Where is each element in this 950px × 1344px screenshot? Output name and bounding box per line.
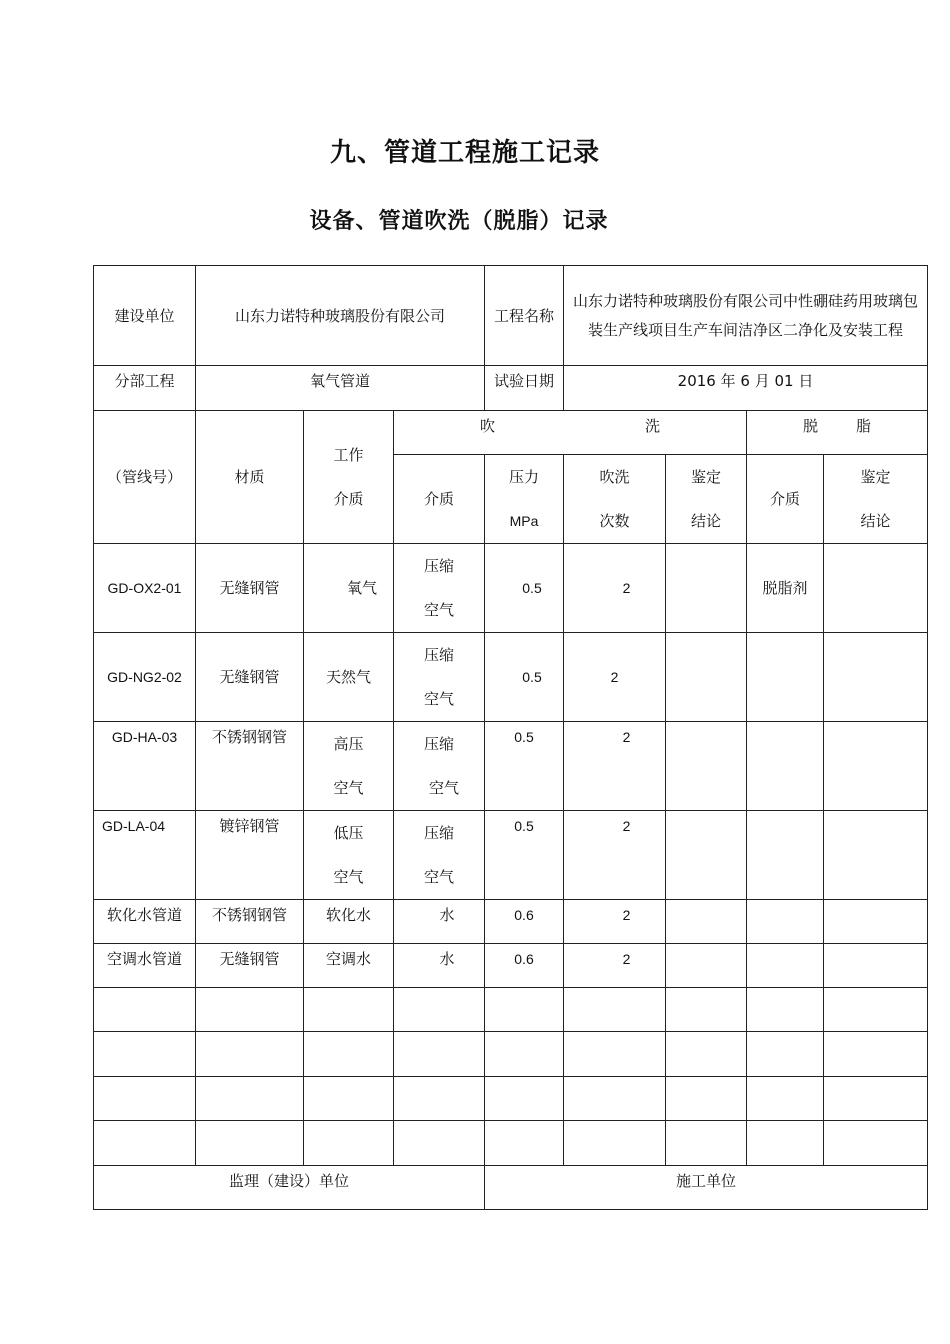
col-degrease-char2: 脂: [856, 417, 872, 435]
col-work-medium: [304, 411, 394, 544]
table-row: [94, 722, 928, 811]
medium-line2: 空气: [423, 868, 454, 886]
blow-count-cell: 2: [564, 722, 666, 811]
col-work-medium-line2: 介质: [333, 490, 364, 508]
empty-row: [94, 1032, 928, 1077]
degrease-medium-cell: [747, 944, 824, 988]
empty-row: [94, 988, 928, 1032]
material-cell: 无缝钢管: [196, 944, 304, 988]
page-title: 九、管道工程施工记录: [329, 138, 600, 168]
work-medium-line1: 低压: [333, 824, 364, 842]
work-medium-cell: [304, 811, 394, 900]
work-medium-cell: 空调水: [304, 944, 394, 988]
material-cell: 无缝钢管: [196, 633, 304, 722]
col-conclusion-line1: 鉴定: [690, 468, 721, 486]
record-table: [93, 265, 928, 1210]
medium-line2: 空气: [428, 779, 459, 797]
table-row: [94, 944, 928, 988]
conclusion-cell: [666, 544, 747, 633]
supervisor-unit-label: 监理（建设）单位: [94, 1166, 485, 1210]
blow-count-cell: 2: [564, 811, 666, 900]
degrease-conclusion-cell: [824, 944, 928, 988]
test-date-label: 试验日期: [485, 366, 564, 411]
column-header-row-1: [94, 411, 928, 455]
pipe-no-cell: GD-LA-04: [94, 811, 196, 900]
work-medium-line2: 空气: [333, 868, 364, 886]
degrease-conclusion-cell: [824, 633, 928, 722]
empty-row: [94, 1077, 928, 1121]
degrease-medium-cell: [747, 900, 824, 944]
material-cell: 不锈钢钢管: [196, 722, 304, 811]
col-degrease-char1: 脱: [802, 417, 818, 435]
col-pressure-line1: 压力: [508, 468, 539, 486]
conclusion-cell: [666, 900, 747, 944]
degrease-medium-cell: [747, 722, 824, 811]
conclusion-cell: [666, 811, 747, 900]
degrease-medium-cell: [747, 811, 824, 900]
work-medium-cell: 天然气: [304, 633, 394, 722]
degrease-conclusion-cell: [824, 900, 928, 944]
work-medium-cell: 氧气: [304, 544, 394, 633]
degrease-medium-cell: [747, 633, 824, 722]
conclusion-cell: [666, 722, 747, 811]
page-subtitle: 设备、管道吹洗（脱脂）记录: [309, 209, 609, 234]
signature-row: [94, 1166, 928, 1210]
conclusion-cell: [666, 633, 747, 722]
constructor-unit-label: 施工单位: [485, 1166, 928, 1210]
table-row: [94, 633, 928, 722]
col-conclusion-line2: 结论: [690, 512, 721, 530]
medium-line1: 压缩: [423, 824, 454, 842]
col-conclusion: [666, 455, 747, 544]
pressure-cell: 0.5: [485, 722, 564, 811]
table-row: [94, 544, 928, 633]
pressure-cell: 0.6: [485, 900, 564, 944]
col-blow-group: [394, 411, 747, 455]
header-row-unit: [94, 266, 928, 366]
blow-count-cell: 2: [564, 544, 666, 633]
work-medium-cell: [304, 722, 394, 811]
project-name-value: 山东力诺特种玻璃股份有限公司中性硼硅药用玻璃包装生产线项目生产车间洁净区二净化及安装工程: [564, 266, 928, 366]
degrease-conclusion-cell: [824, 722, 928, 811]
col-medium: 介质: [394, 455, 485, 544]
pipe-no-cell: 软化水管道: [94, 900, 196, 944]
header-row-subproject: [94, 366, 928, 411]
sub-project-label: 分部工程: [94, 366, 196, 411]
col-degrease-medium: 介质: [747, 455, 824, 544]
medium-line1: 压缩: [423, 646, 454, 664]
col-pipe-no: （管线号）: [94, 411, 196, 544]
col-blow-count: [564, 455, 666, 544]
col-material: 材质: [196, 411, 304, 544]
medium-cell: 水: [394, 900, 485, 944]
medium-cell: [394, 811, 485, 900]
material-cell: 镀锌钢管: [196, 811, 304, 900]
medium-line2: 空气: [423, 690, 454, 708]
table-row: [94, 811, 928, 900]
blow-count-cell: 2: [564, 944, 666, 988]
build-unit-value: 山东力诺特种玻璃股份有限公司: [196, 266, 485, 366]
col-degrease-conclusion-line1: 鉴定: [860, 468, 891, 486]
col-blow-count-line2: 次数: [599, 512, 630, 530]
test-date-value: 2016 年 6 月 01 日: [564, 366, 928, 411]
work-medium-cell: 软化水: [304, 900, 394, 944]
pressure-cell: 0.5: [485, 544, 564, 633]
conclusion-cell: [666, 944, 747, 988]
material-cell: 不锈钢钢管: [196, 900, 304, 944]
medium-cell: [394, 722, 485, 811]
medium-line2: 空气: [423, 601, 454, 619]
material-cell: 无缝钢管: [196, 544, 304, 633]
medium-cell: [394, 544, 485, 633]
work-medium-line1: 高压: [333, 735, 364, 753]
work-medium-line2: 空气: [333, 779, 364, 797]
col-work-medium-line1: 工作: [333, 446, 364, 464]
col-pressure: [485, 455, 564, 544]
medium-cell: [394, 633, 485, 722]
pipe-no-cell: GD-OX2-01: [94, 544, 196, 633]
pipe-no-cell: GD-NG2-02: [94, 633, 196, 722]
medium-cell: 水: [394, 944, 485, 988]
project-name-label: 工程名称: [485, 266, 564, 366]
medium-line1: 压缩: [423, 735, 454, 753]
empty-row: [94, 1121, 928, 1166]
col-degrease-conclusion-line2: 结论: [860, 512, 891, 530]
col-pressure-line2: MPa: [509, 513, 539, 529]
sub-project-value: 氧气管道: [196, 366, 485, 411]
pressure-cell: 0.6: [485, 944, 564, 988]
pipe-no-cell: 空调水管道: [94, 944, 196, 988]
degrease-conclusion-cell: [824, 544, 928, 633]
pipe-no-cell: GD-HA-03: [94, 722, 196, 811]
col-degrease-group: [747, 411, 928, 455]
pressure-cell: 0.5: [485, 811, 564, 900]
col-blow-char1: 吹: [479, 417, 495, 435]
col-blow-char2: 洗: [645, 417, 661, 435]
table-row: [94, 900, 928, 944]
build-unit-label: 建设单位: [94, 266, 196, 366]
degrease-conclusion-cell: [824, 811, 928, 900]
blow-count-cell: 2: [564, 900, 666, 944]
pressure-cell: 0.5: [485, 633, 564, 722]
degrease-medium-cell: 脱脂剂: [747, 544, 824, 633]
medium-line1: 压缩: [423, 557, 454, 575]
col-degrease-conclusion: [824, 455, 928, 544]
blow-count-cell: 2: [564, 633, 666, 722]
col-blow-count-line1: 吹洗: [599, 468, 630, 486]
